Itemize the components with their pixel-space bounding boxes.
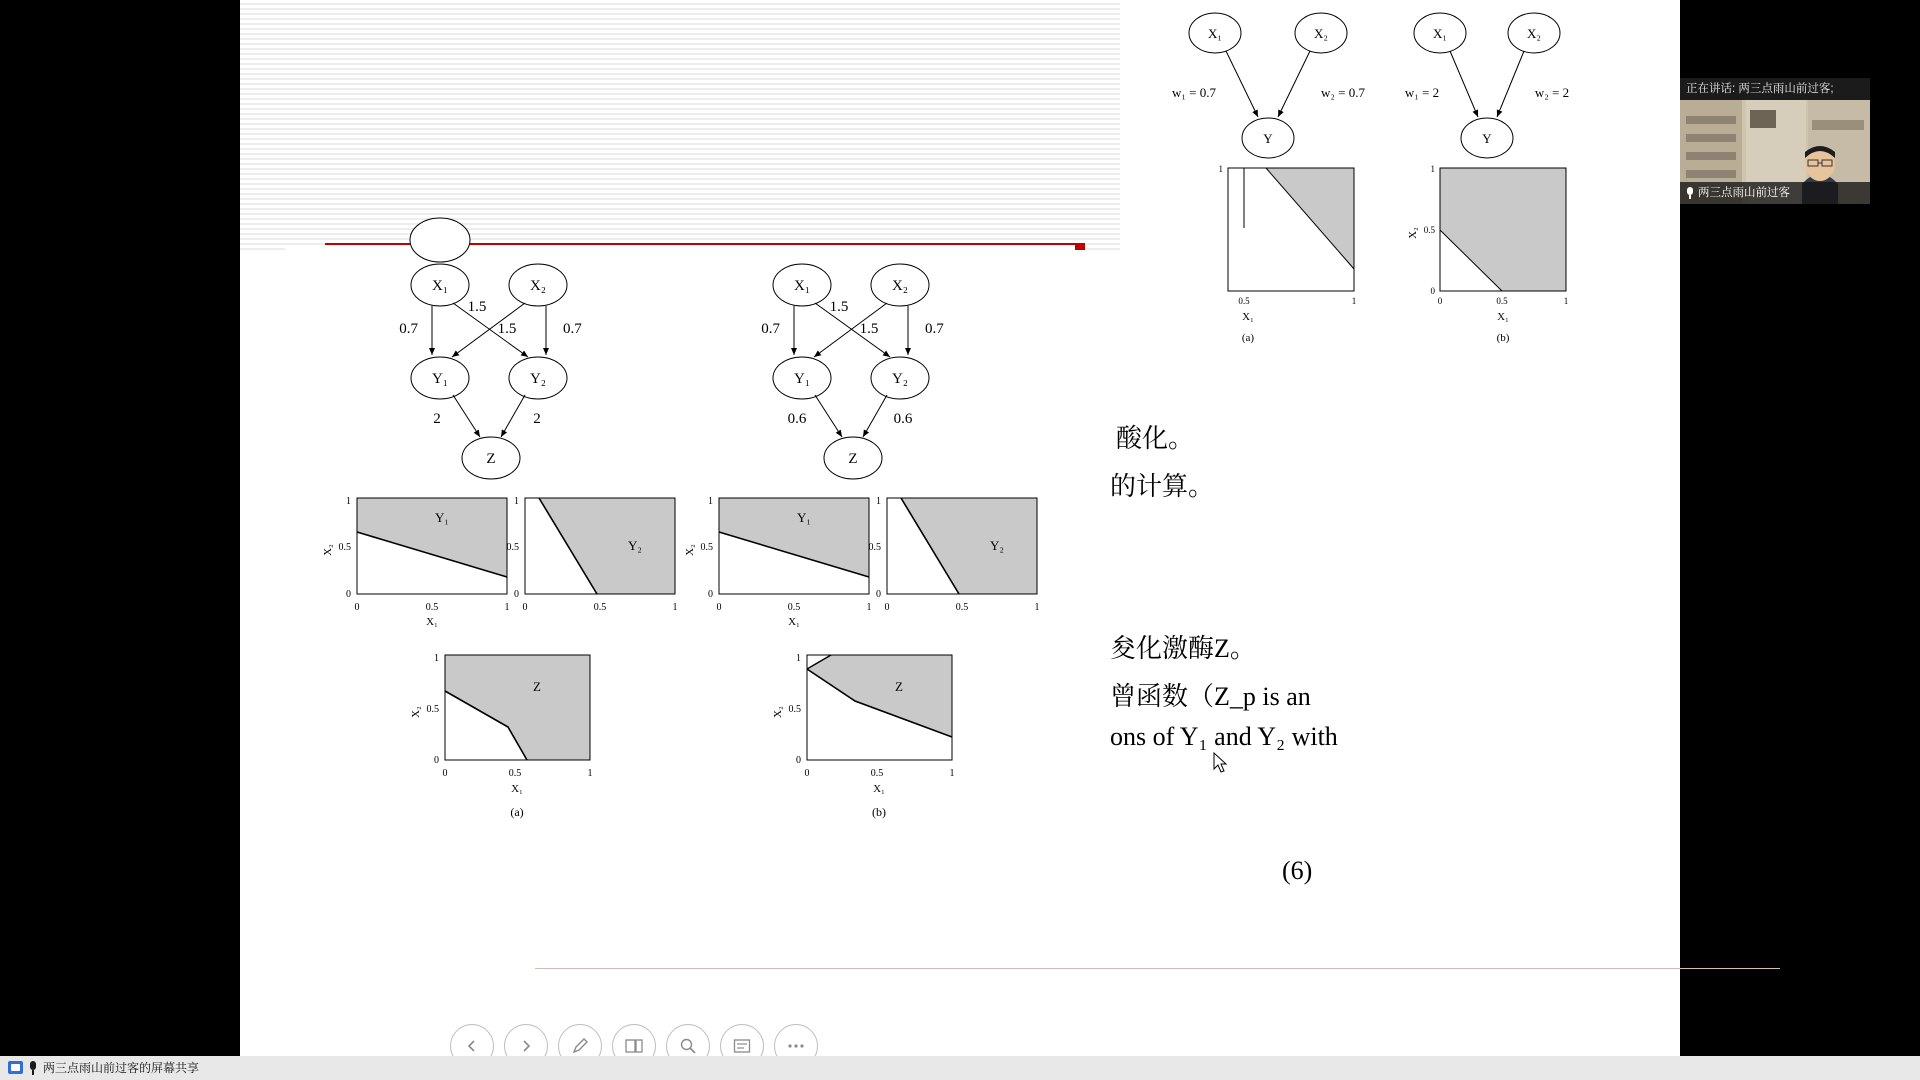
- svg-text:0.5: 0.5: [868, 542, 881, 553]
- svg-text:Y₁: Y₁: [435, 510, 449, 525]
- svg-text:(a): (a): [1241, 332, 1255, 344]
- svg-text:0: 0: [716, 602, 722, 613]
- ellipsis-icon: [787, 1043, 805, 1049]
- svg-text:0.5: 0.5: [788, 704, 801, 715]
- taskbar-label: 两三点雨山前过客的屏幕共享: [43, 1061, 200, 1075]
- svg-text:0: 0: [434, 755, 439, 766]
- svg-text:X₁: X₁: [431, 278, 449, 294]
- svg-text:Z: Z: [848, 451, 858, 467]
- svg-text:0.5: 0.5: [787, 602, 801, 613]
- svg-text:X₁: X₁: [511, 783, 523, 795]
- slide-text-line-3: 夋化激酶Z。: [1110, 634, 1256, 663]
- svg-text:X₁: X₁: [793, 278, 811, 294]
- note-icon: [733, 1038, 751, 1054]
- svg-text:X₂: X₂: [410, 706, 422, 718]
- svg-text:X₂: X₂: [529, 278, 547, 294]
- svg-text:1: 1: [514, 496, 519, 507]
- svg-text:w₂ = 2: w₂ = 2: [1534, 85, 1570, 100]
- svg-text:Y₂: Y₂: [990, 538, 1004, 553]
- svg-text:0.5: 0.5: [338, 542, 351, 553]
- svg-text:0: 0: [876, 589, 881, 600]
- svg-text:1: 1: [1563, 296, 1569, 306]
- svg-text:1: 1: [1218, 164, 1223, 174]
- svg-text:1: 1: [587, 768, 593, 779]
- svg-text:w₂ = 0.7: w₂ = 0.7: [1320, 85, 1366, 100]
- svg-text:0.5: 0.5: [870, 768, 884, 779]
- svg-text:1.5: 1.5: [859, 321, 879, 337]
- panels-icon: [625, 1038, 643, 1054]
- screen-share-icon: [8, 1061, 23, 1074]
- svg-text:1: 1: [876, 496, 881, 507]
- svg-text:Z: Z: [533, 679, 541, 694]
- slide-figure-card: [285, 245, 1075, 945]
- svg-text:X₂: X₂: [322, 544, 334, 556]
- svg-text:0.7: 0.7: [761, 321, 780, 337]
- svg-text:(b): (b): [1496, 332, 1510, 344]
- svg-text:1.5: 1.5: [497, 321, 517, 337]
- screen-share-area: [240, 0, 1680, 1044]
- svg-text:1: 1: [708, 496, 713, 507]
- right-top-figure: [1140, 5, 1640, 350]
- slide-left-region: [240, 0, 1120, 1010]
- svg-text:X₂: X₂: [1314, 26, 1328, 41]
- svg-text:1: 1: [346, 496, 351, 507]
- svg-text:0: 0: [1430, 286, 1435, 296]
- svg-text:w₁ = 2: w₁ = 2: [1404, 85, 1440, 100]
- svg-text:Y₁: Y₁: [431, 371, 449, 387]
- svg-text:(a): (a): [510, 805, 524, 819]
- speaker-nametag: [1680, 182, 1870, 204]
- svg-text:2: 2: [533, 411, 541, 427]
- chevron-right-icon: [519, 1039, 533, 1053]
- left-main-figure: [285, 245, 1075, 819]
- slide-text-line-5: ons of Y₁ and Y₂ with: [1110, 722, 1338, 751]
- svg-text:0.5: 0.5: [506, 542, 519, 553]
- svg-text:X₂: X₂: [1527, 26, 1541, 41]
- svg-text:0.5: 0.5: [426, 704, 439, 715]
- svg-text:(b): (b): [872, 805, 886, 819]
- svg-text:1: 1: [1430, 164, 1435, 174]
- taskbar: [0, 1056, 1920, 1080]
- svg-text:X₂: X₂: [1407, 227, 1419, 239]
- svg-text:X₁: X₁: [1433, 26, 1447, 41]
- slide-right-region: [1110, 0, 1680, 1010]
- microphone-icon: [1686, 187, 1694, 199]
- svg-text:X₁: X₁: [426, 616, 438, 628]
- svg-text:1: 1: [1351, 296, 1357, 306]
- svg-text:0: 0: [708, 589, 713, 600]
- svg-text:Z: Z: [895, 679, 903, 694]
- svg-text:X₁: X₁: [1208, 26, 1222, 41]
- svg-text:0: 0: [1437, 296, 1443, 306]
- svg-text:1: 1: [1034, 602, 1040, 613]
- slide-text-line-1: 酸化。: [1116, 424, 1195, 453]
- magnifier-icon: [679, 1037, 697, 1055]
- svg-text:0: 0: [346, 589, 351, 600]
- slide-equation-number: (6): [1282, 856, 1313, 885]
- slide-text-line-2: 的计算。: [1110, 472, 1215, 501]
- svg-text:0.6: 0.6: [787, 411, 807, 427]
- svg-text:0.7: 0.7: [925, 321, 944, 337]
- svg-text:X₂: X₂: [891, 278, 909, 294]
- svg-text:Y₁: Y₁: [793, 371, 811, 387]
- svg-text:1.5: 1.5: [829, 299, 849, 315]
- svg-text:w₁ = 0.7: w₁ = 0.7: [1171, 85, 1217, 100]
- svg-text:0: 0: [354, 602, 360, 613]
- chevron-left-icon: [465, 1039, 479, 1053]
- svg-text:0.5: 0.5: [1423, 225, 1435, 235]
- svg-text:0.5: 0.5: [508, 768, 522, 779]
- pen-icon: [571, 1037, 589, 1055]
- slide-text-line-4: 曾函数（Z_p is an: [1110, 682, 1311, 711]
- svg-text:X₁: X₁: [873, 783, 885, 795]
- slide-hatched-header: [240, 0, 1120, 250]
- svg-text:0.6: 0.6: [893, 411, 913, 427]
- svg-text:Y₁: Y₁: [797, 510, 811, 525]
- svg-text:0.5: 0.5: [593, 602, 607, 613]
- svg-text:0.5: 0.5: [700, 542, 713, 553]
- mouse-cursor: [1213, 752, 1229, 774]
- svg-text:0: 0: [804, 768, 810, 779]
- svg-text:1: 1: [672, 602, 678, 613]
- svg-text:0: 0: [442, 768, 448, 779]
- svg-text:Y₂: Y₂: [529, 371, 547, 387]
- svg-text:0: 0: [884, 602, 890, 613]
- slide-footer-rule: [535, 968, 1780, 969]
- svg-text:1: 1: [434, 653, 439, 664]
- svg-text:1: 1: [796, 653, 801, 664]
- svg-text:1.5: 1.5: [467, 299, 487, 315]
- svg-text:1: 1: [949, 768, 955, 779]
- speaker-name: 两三点雨山前过客: [1698, 187, 1790, 199]
- svg-text:X₂: X₂: [772, 706, 784, 718]
- speaking-label: 正在讲话: 两三点雨山前过客;: [1680, 78, 1870, 100]
- svg-text:0: 0: [796, 755, 801, 766]
- taskbar-share-item[interactable]: [8, 1059, 199, 1076]
- svg-text:Y: Y: [1482, 131, 1492, 146]
- svg-text:X₁: X₁: [1242, 311, 1254, 323]
- svg-text:Z: Z: [486, 451, 496, 467]
- svg-text:0.7: 0.7: [563, 321, 582, 337]
- svg-text:0: 0: [522, 602, 528, 613]
- svg-text:Y₂: Y₂: [891, 371, 909, 387]
- svg-text:0.5: 0.5: [1496, 296, 1508, 306]
- svg-text:0.5: 0.5: [955, 602, 969, 613]
- svg-text:Y₂: Y₂: [628, 538, 642, 553]
- svg-text:0.5: 0.5: [1238, 296, 1250, 306]
- svg-text:Y: Y: [1263, 131, 1273, 146]
- svg-text:X₂: X₂: [684, 544, 696, 556]
- svg-text:0.5: 0.5: [425, 602, 439, 613]
- svg-text:X₁: X₁: [788, 616, 800, 628]
- svg-text:0.7: 0.7: [399, 321, 418, 337]
- svg-text:X₁: X₁: [1497, 311, 1509, 323]
- svg-text:1: 1: [866, 602, 872, 613]
- svg-text:1: 1: [504, 602, 510, 613]
- microphone-icon: [28, 1061, 38, 1075]
- svg-text:2: 2: [433, 411, 441, 427]
- svg-text:0: 0: [514, 589, 519, 600]
